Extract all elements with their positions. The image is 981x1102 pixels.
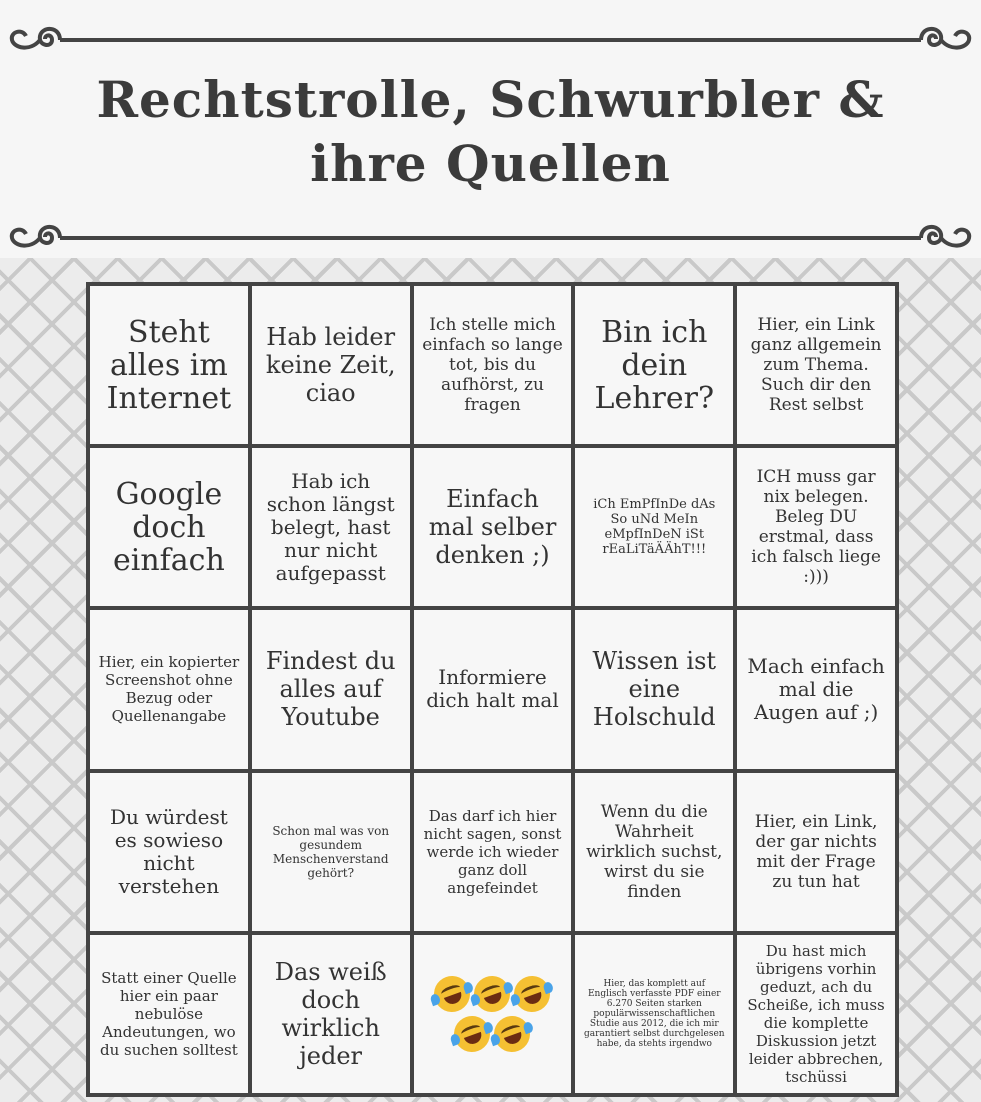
rolling-on-floor-laughing-icon [449, 1011, 495, 1057]
bingo-cell[interactable]: Schon mal was von gesundem Menschenverstand gehört? [252, 773, 410, 931]
bingo-cell[interactable]: Das weiß doch wirklich jeder [252, 935, 410, 1093]
bingo-cell[interactable]: Google doch einfach [90, 448, 248, 606]
rolling-on-floor-laughing-icon [429, 971, 475, 1017]
bingo-cell[interactable]: Hier, ein kopierter Screenshot ohne Bezug oder Quellenangabe [90, 610, 248, 768]
rolling-on-floor-laughing-icon [469, 971, 515, 1017]
bingo-cell[interactable]: Das darf ich hier nicht sagen, sonst werde ich wieder ganz doll angefeindet [414, 773, 572, 931]
bingo-cell[interactable]: Ich stelle mich einfach so lange tot, bis du aufhörst, zu fragen [414, 286, 572, 444]
rolling-on-floor-laughing-icon [489, 1011, 535, 1057]
title-line-1: Rechtstrolle, Schwurbler & [96, 70, 885, 129]
title-banner [0, 0, 981, 258]
bingo-board [86, 282, 899, 1097]
bingo-cell[interactable]: Informiere dich halt mal [414, 610, 572, 768]
bingo-cell-emoji[interactable] [414, 935, 572, 1093]
title-line-2: ihre Quellen [310, 134, 671, 193]
ornamental-rule-top [0, 18, 981, 62]
bingo-cell[interactable]: iCh EmPfInDe dAs So uNd MeIn eMpfInDeN iSt rEaLiTäÄÄhT!!! [575, 448, 733, 606]
page-title [0, 68, 981, 196]
bingo-cell[interactable]: Du hast mich übrigens vorhin geduzt, ach du Scheiße, ich muss die komplette Diskussion jetzt leider abbrechen, tschüssi [737, 935, 895, 1093]
bingo-cell[interactable]: ICH muss gar nix belegen. Beleg DU erstmal, dass ich falsch liege :))) [737, 448, 895, 606]
emoji-group [427, 976, 557, 1052]
rolling-on-floor-laughing-icon [509, 971, 555, 1017]
bingo-cell[interactable]: Statt einer Quelle hier ein paar nebulöse Andeutungen, wo du suchen solltest [90, 935, 248, 1093]
bingo-cell[interactable]: Hier, ein Link, der gar nichts mit der Frage zu tun hat [737, 773, 895, 931]
bingo-cell[interactable]: Mach einfach mal die Augen auf ;) [737, 610, 895, 768]
bingo-cell[interactable]: Hier, ein Link ganz allgemein zum Thema. Such dir den Rest selbst [737, 286, 895, 444]
bingo-cell[interactable]: Einfach mal selber denken ;) [414, 448, 572, 606]
ornamental-rule-bottom [0, 216, 981, 260]
bingo-cell[interactable]: Bin ich dein Lehrer? [575, 286, 733, 444]
bingo-cell[interactable]: Steht alles im Internet [90, 286, 248, 444]
bingo-cell[interactable]: Hier, das komplett auf Englisch verfasste PDF einer 6.270 Seiten starken populärwissenschaftlichen Studie aus 2012, die ich mir garantiert selbst durchgelesen habe, da stehts irgendwo [575, 935, 733, 1093]
bingo-cell[interactable]: Du würdest es sowieso nicht verstehen [90, 773, 248, 931]
bingo-cell[interactable]: Hab ich schon längst belegt, hast nur nicht aufgepasst [252, 448, 410, 606]
bingo-cell[interactable]: Wissen ist eine Holschuld [575, 610, 733, 768]
bingo-cell[interactable]: Hab leider keine Zeit, ciao [252, 286, 410, 444]
bingo-cell[interactable]: Wenn du die Wahrheit wirklich suchst, wirst du sie finden [575, 773, 733, 931]
bingo-cell[interactable]: Findest du alles auf Youtube [252, 610, 410, 768]
